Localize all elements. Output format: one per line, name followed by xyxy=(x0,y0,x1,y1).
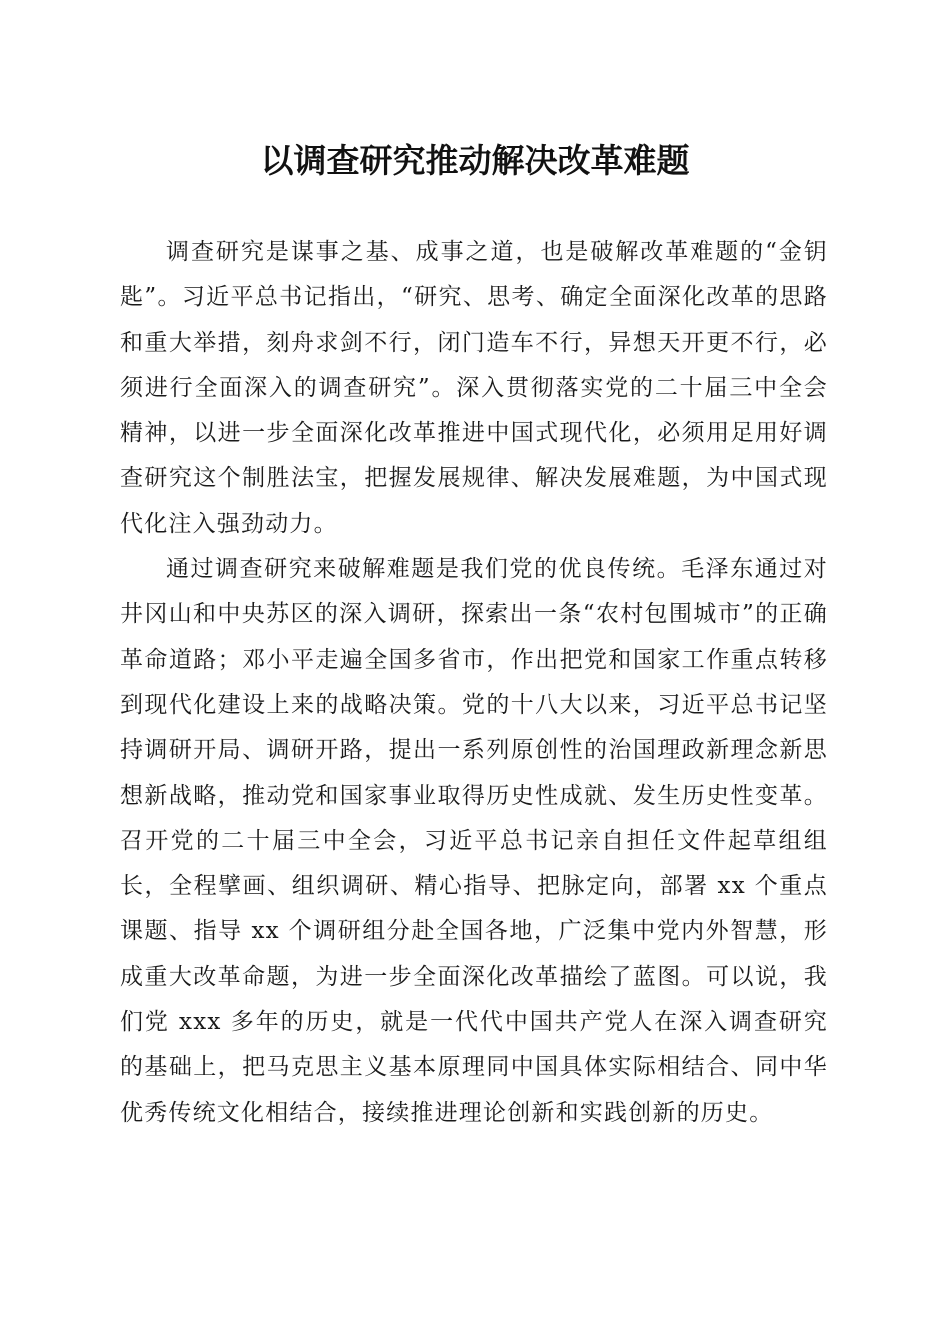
paragraph-1: 调查研究是谋事之基、成事之道，也是破解改革难题的“金钥匙”。习近平总书记指出，“研究、思考、确定全面深化改革的思路和重大举措，刻舟求剑不行，闭门造车不行，异想天开更不行，必须进行全面深入的调查研究”。深入贯彻落实党的二十届三中全会精神，以进一步全面深化改革推进中国式现代化，必须用足用好调查研究这个制胜法宝，把握发展规律、解决发展难题，为中国式现代化注入强劲动力。 xyxy=(120,239,828,537)
document-body xyxy=(120,230,828,1136)
document-title: 以调查研究推动解决改革难题 xyxy=(260,141,690,180)
paragraph-2: 通过调查研究来破解难题是我们党的优良传统。毛泽东通过对井冈山和中央苏区的深入调研，探索出一条“农村包围城市”的正确革命道路；邓小平走遍全国多省市，作出把党和国家工作重点转移到现代化建设上来的战略决策。党的十八大以来，习近平总书记坚持调研开局、调研开路，提出一系列原创性的治国理政新理念新思想新战略，推动党和国家事业取得历史性成就、发生历史性变革。召开党的二十届三中全会，习近平总书记亲自担任文件起草组组长，全程擘画、组织调研、精心指导、把脉定向，部署 xx 个重点课题、指导 xx 个调研组分赴全国各地，广泛集中党内外智慧，形成重大改革命题，为进一步全面深化改革描绘了蓝图。可以说，我们党 xxx 多年的历史，就是一代代中国共产党人在深入调查研究的基础上，把马克思主义基本原理同中国具体实际相结合、同中华优秀传统文化相结合，接续推进理论创新和实践创新的历史。 xyxy=(120,556,828,1126)
